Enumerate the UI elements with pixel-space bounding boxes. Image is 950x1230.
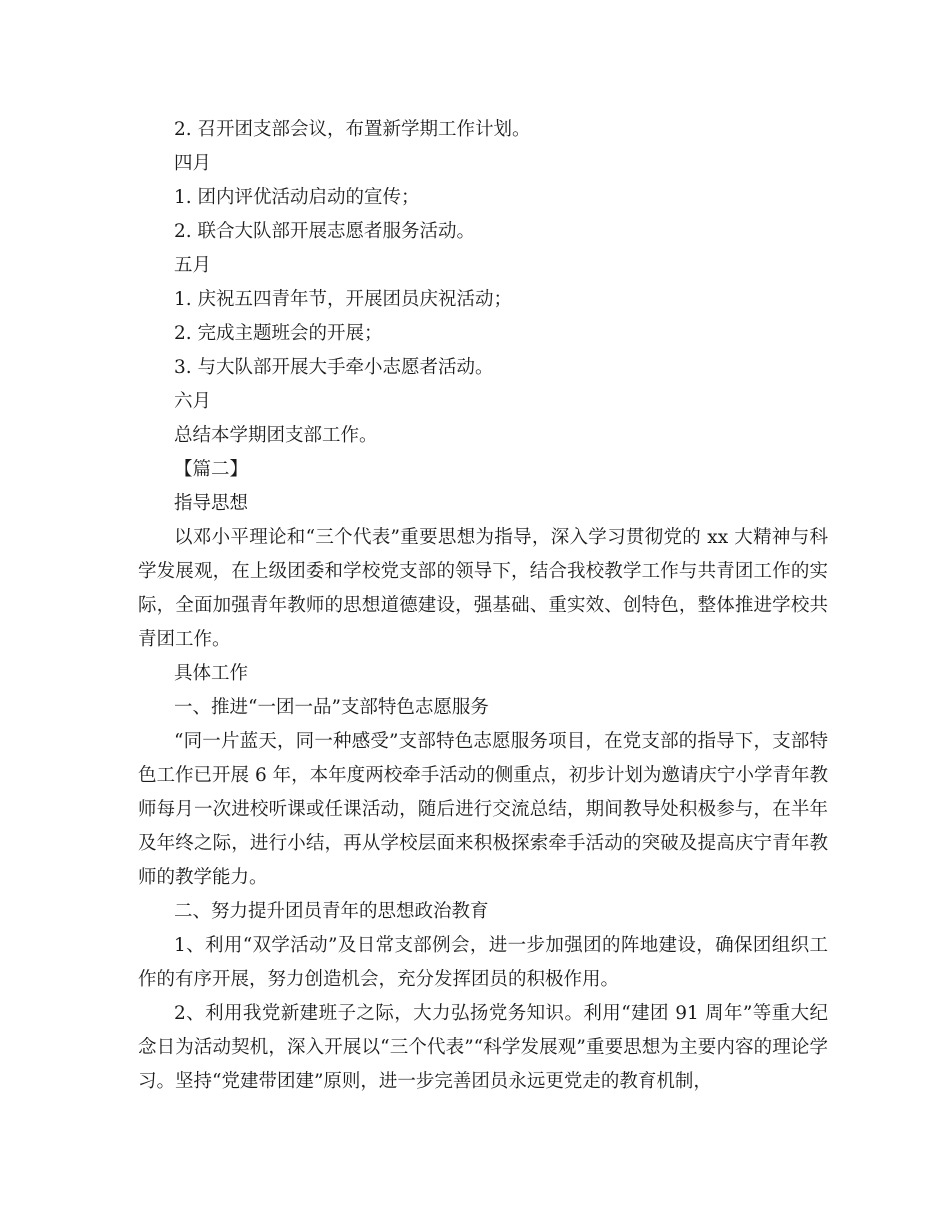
plan-item-youth-day: 1. 庆祝五四青年节，开展团员庆祝活动；	[174, 289, 513, 310]
month-heading-may: 五月	[174, 255, 212, 276]
plan-item-class-meeting: 2. 完成主题班会的开展；	[174, 323, 383, 344]
plan-item-big-hand: 3. 与大队部开展大手牵小志愿者活动。	[174, 357, 494, 378]
heading-guiding-thought: 指导思想	[174, 493, 249, 514]
paragraph-work-two-2: 2、利用我党新建班子之际，大力弘扬党务知识。利用“建团 91 周年”等重大纪念日为活动契机，深入开展以“三个代表”“科学发展观”重要思想为主要内容的理论学习。坚持“党建带团建”原则，进一步完善团员永远更党走的教育机制，	[138, 1003, 828, 1092]
section-heading-part-two: 【篇二】	[174, 459, 249, 480]
heading-work-two: 二、努力提升团员青年的思想政治教育	[174, 901, 489, 922]
document-page	[138, 113, 828, 1099]
plan-item-meeting: 2. 召开团支部会议，布置新学期工作计划。	[174, 119, 531, 140]
heading-specific-work: 具体工作	[174, 663, 249, 684]
month-heading-june: 六月	[174, 391, 212, 412]
paragraph-work-two-1: 1、利用“双学活动”及日常支部例会，进一步加强团的阵地建设，确保团组织工作的有序开展，努力创造机会，充分发挥团员的积极作用。	[138, 935, 828, 990]
plan-item-summary: 总结本学期团支部工作。	[174, 425, 378, 446]
month-heading-april: 四月	[174, 153, 212, 174]
paragraph-guiding-thought: 以邓小平理论和“三个代表”重要思想为指导，深入学习贯彻党的 xx 大精神与科学发展观，在上级团委和学校党支部的领导下，结合我校教学工作与共青团工作的实际，全面加强青年教师的思想道德建设，强基础、重实效、创特色，整体推进学校共青团工作。	[138, 527, 828, 650]
plan-item-evaluation: 1. 团内评优活动启动的宣传；	[174, 187, 420, 208]
heading-work-one: 一、推进“一团一品”支部特色志愿服务	[174, 697, 489, 718]
paragraph-work-one: “同一片蓝天，同一种感受”支部特色志愿服务项目，在党支部的指导下，支部特色工作已开展 6 年，本年度两校牵手活动的侧重点，初步计划为邀请庆宁小学青年教师每月一次进校听课或任课活动，随后进行交流总结，期间教导处积极参与，在半年及年终之际，进行小结，再从学校层面来积极探索牵手活动的突破及提高庆宁青年教师的教学能力。	[138, 731, 828, 888]
plan-item-volunteer: 2. 联合大队部开展志愿者服务活动。	[174, 221, 476, 242]
